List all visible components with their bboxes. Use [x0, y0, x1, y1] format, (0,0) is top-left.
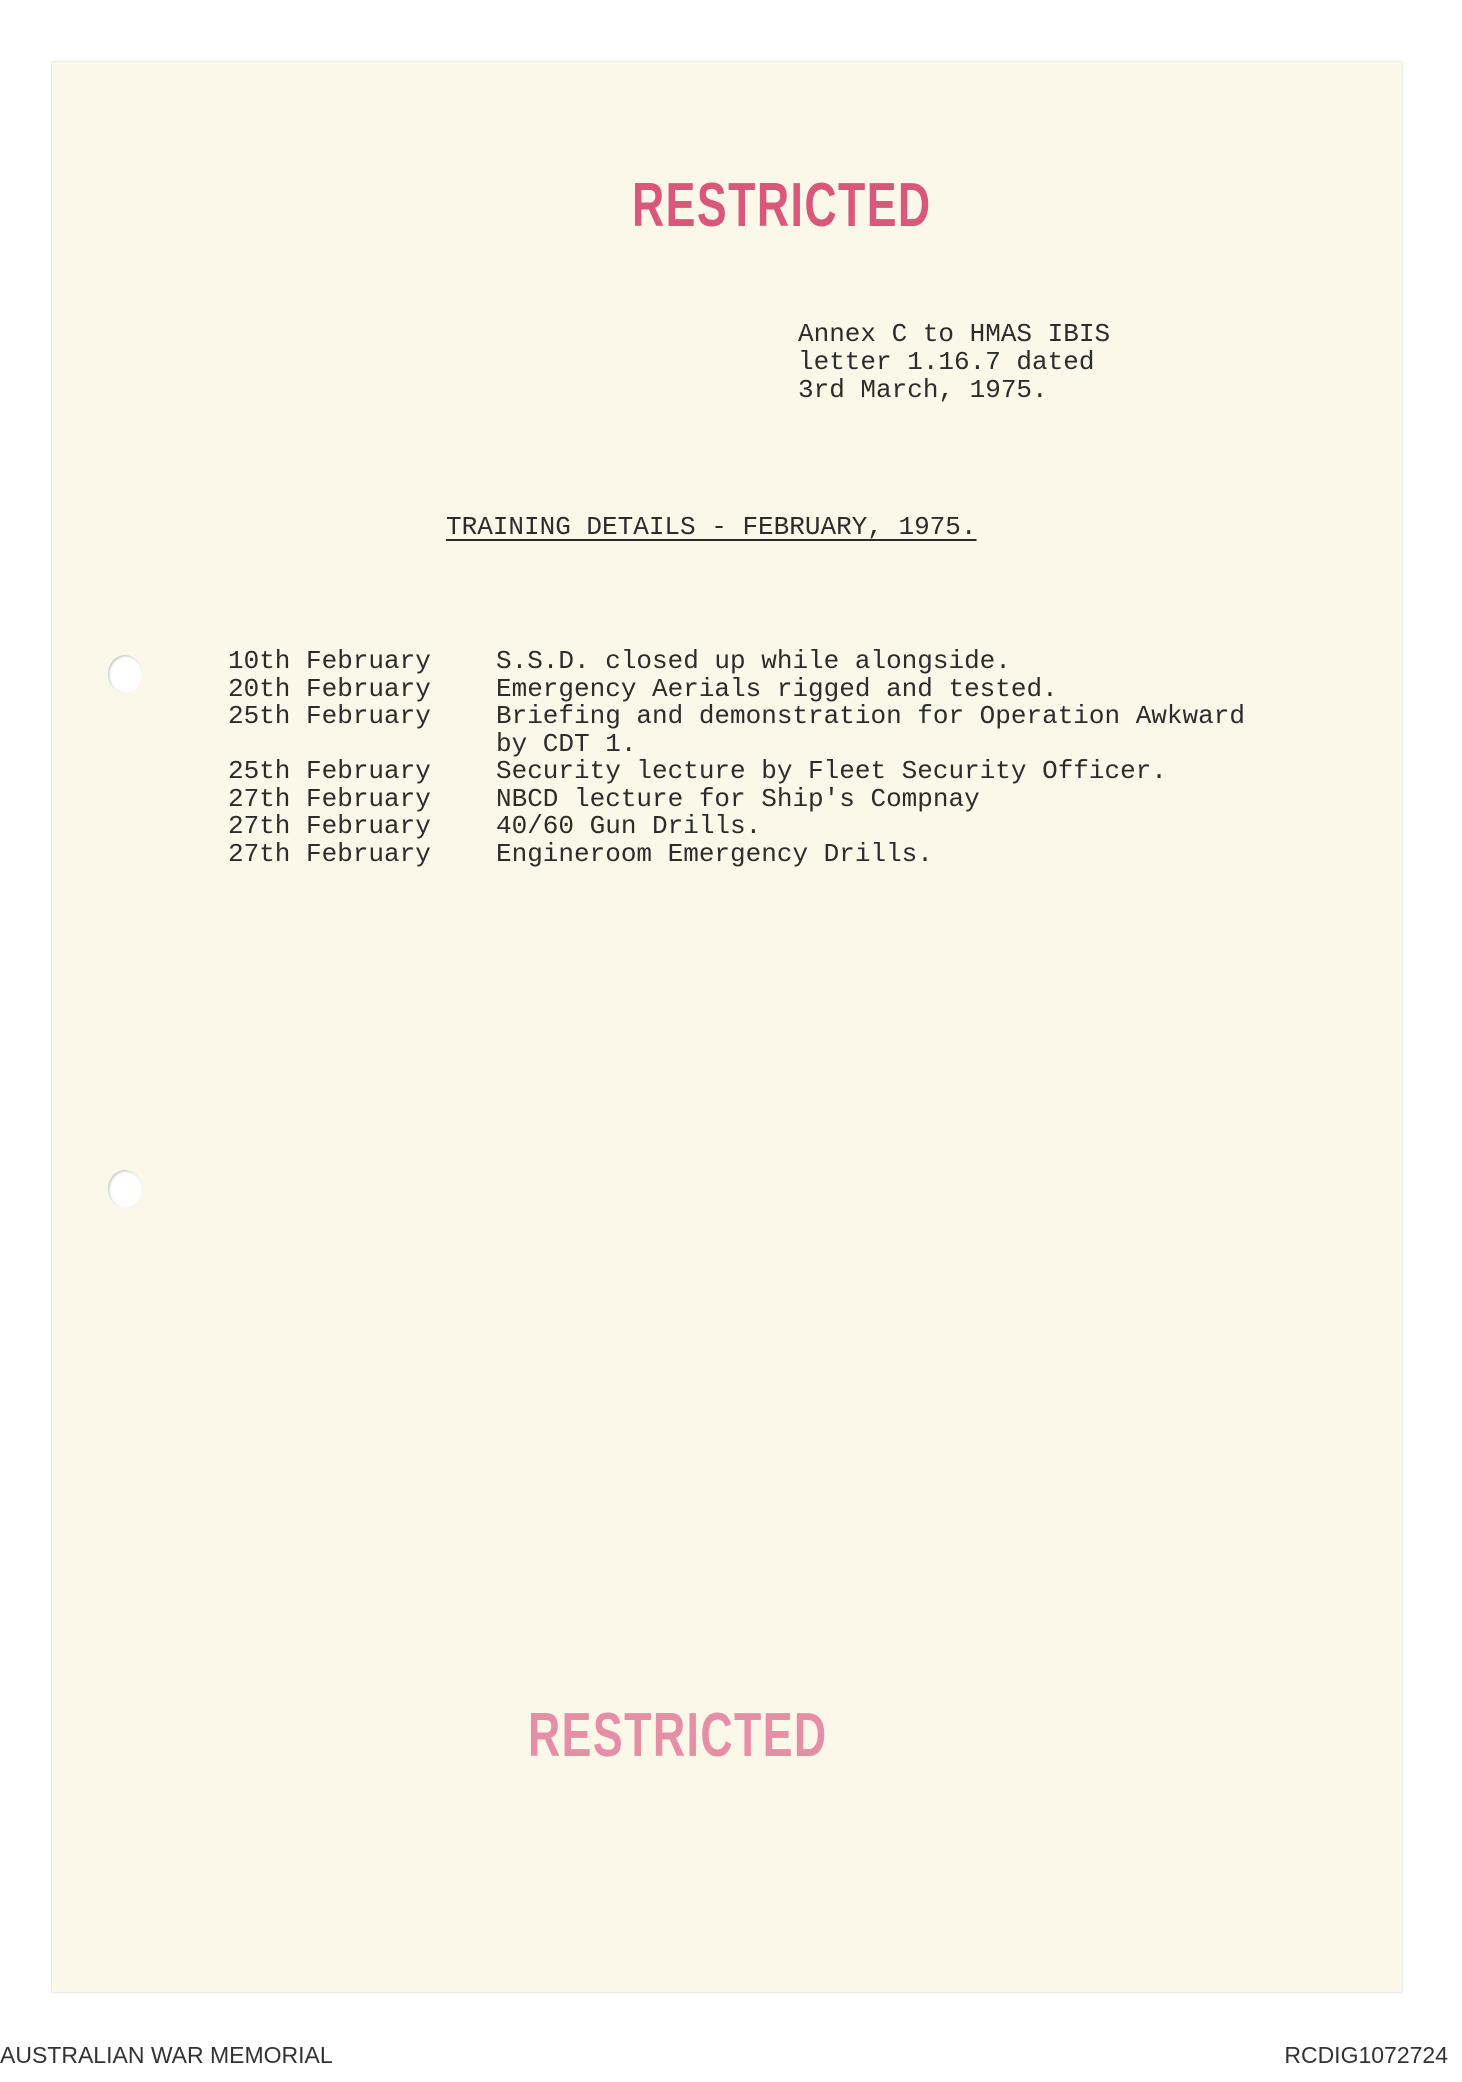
- training-entry: [228, 673, 1256, 704]
- training-entry: [228, 813, 1256, 841]
- entry-date: 20th February: [228, 673, 431, 704]
- restricted-stamp-top: RESTRICTED: [632, 171, 932, 240]
- entry-date: 27th February: [228, 783, 431, 814]
- training-entry: [228, 648, 1256, 676]
- punch-hole: [108, 1170, 142, 1208]
- document-title: TRAINING DETAILS - FEBRUARY, 1975.: [446, 512, 977, 542]
- entry-date: 27th February: [228, 838, 431, 869]
- entry-description: Security lecture by Fleet Security Officer.: [496, 756, 1167, 786]
- entry-description: NBCD lecture for Ship's Compnay: [496, 783, 980, 814]
- entry-date: 10th February: [228, 646, 431, 676]
- reference-line: letter 1.16.7 dated: [798, 347, 1095, 377]
- entry-description: Engineroom Emergency Drills.: [496, 838, 933, 869]
- restricted-stamp-bottom: RESTRICTED: [528, 1701, 828, 1770]
- reference-line: 3rd March, 1975.: [798, 375, 1048, 405]
- entry-description: Emergency Aerials rigged and tested.: [496, 673, 1058, 704]
- entry-description: S.S.D. closed up while alongside.: [496, 646, 1011, 676]
- entry-date: 25th February: [228, 756, 431, 786]
- archive-id: RCDIG1072724: [1284, 2042, 1448, 2068]
- entry-date: 27th February: [228, 811, 431, 841]
- training-entry: [228, 703, 1256, 758]
- reference-block: [798, 320, 1110, 404]
- training-entry: [228, 758, 1256, 786]
- training-entries: [228, 648, 1256, 868]
- entry-description: 40/60 Gun Drills.: [496, 811, 762, 841]
- archive-credit: AUSTRALIAN WAR MEMORIAL: [0, 2042, 333, 2068]
- reference-line: Annex C to HMAS IBIS: [798, 319, 1111, 349]
- training-entry: [228, 783, 1256, 814]
- punch-hole: [108, 655, 142, 693]
- entry-date: 25th February: [228, 701, 431, 731]
- training-entry: [228, 838, 1256, 869]
- entry-description: Briefing and demonstration for Operation Awkward by CDT 1.: [496, 701, 1245, 759]
